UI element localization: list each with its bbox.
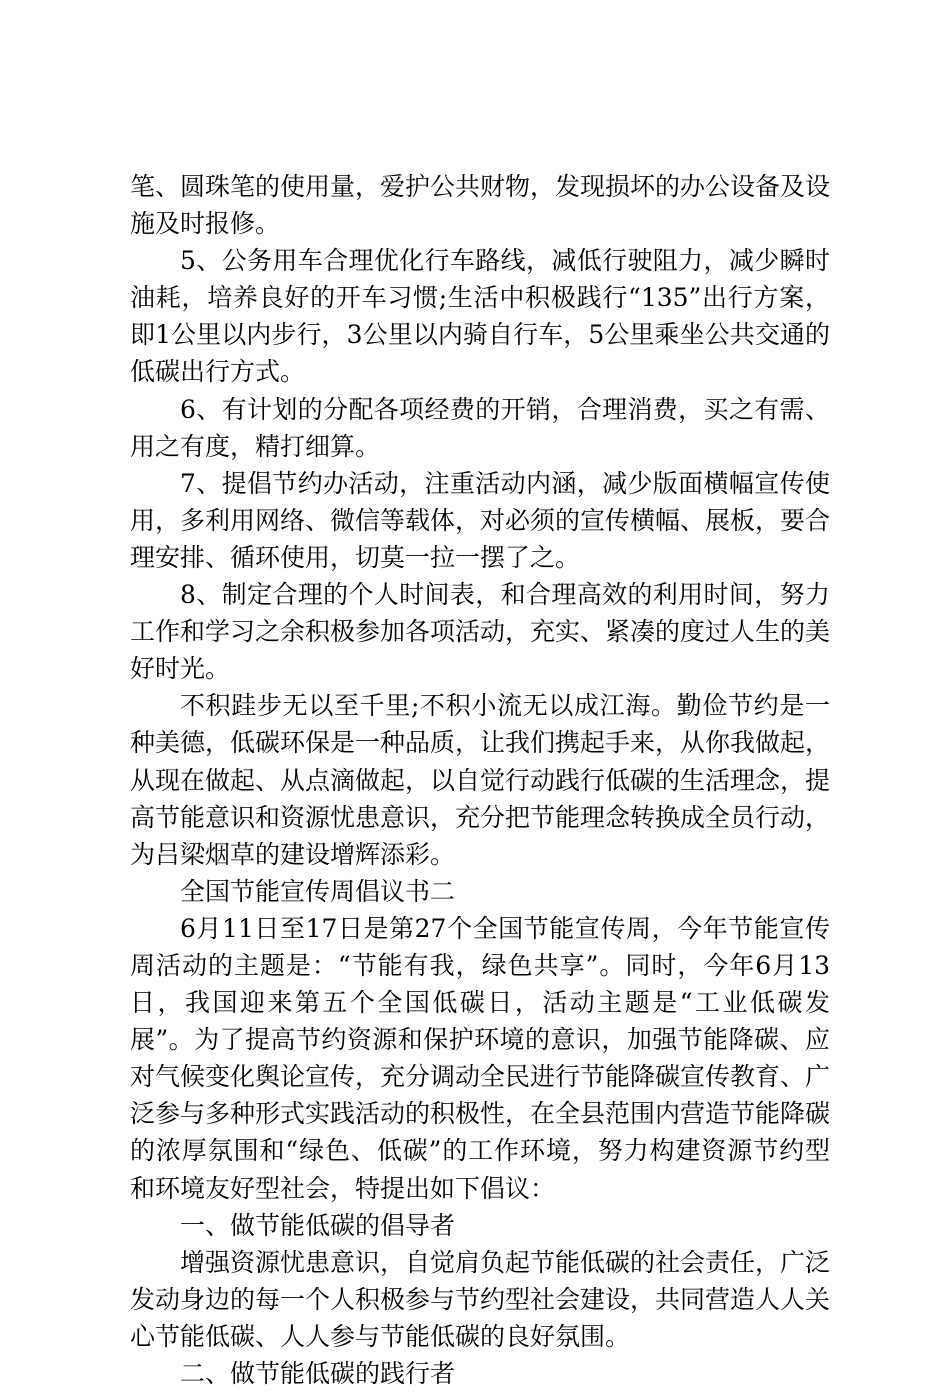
paragraph-advocate: 增强资源忧患意识，自觉肩负起节能低碳的社会责任，广泛发动身边的每一个人积极参与节约型社会建设，共同营造人人关心节能低碳、人人参与节能低碳的良好氛围。 [130, 1247, 831, 1351]
section-title: 全国节能宣传周倡议书二 [180, 876, 456, 906]
heading-practitioner: 二、做节能低碳的践行者 [180, 1359, 456, 1388]
paragraph-intro: 6月11日至17日是第27个全国节能宣传周，今年节能宣传周活动的主题是：“节能有我，绿色共享”。同时，今年6月13日，我国迎来第五个全国低碳日，活动主题是“工业低碳发展”。为了提高节约资源和保护环境的意识，加强节能降碳、应对气候变化舆论宣传，充分调动全民进行节能降碳宣传教育、广泛参与多种形式实践活动的积极性，在全县范围内营造节能降碳的浓厚氛围和“绿色、低碳”的工作环境，努力构建资源节约型和环境友好型社会，特提出如下倡议： [130, 913, 831, 1203]
heading-advocate: 一、做节能低碳的倡导者 [180, 1210, 456, 1240]
paragraph-closing: 不积跬步无以至千里;不积小流无以成江海。勤俭节约是一种美德，低碳环保是一种品质，让我们携起手来，从你我做起，从现在做起、从点滴做起，以自觉行动践行低碳的生活理念，提高节能意识和资源忧患意识，充分把节能理念转换成全员行动，为吕梁烟草的建设增辉添彩。 [130, 691, 831, 869]
paragraph-item-5: 5、公务用车合理优化行车路线，减低行驶阻力，减少瞬时油耗，培养良好的开车习惯;生活中积极践行“135”出行方案，即1公里以内步行，3公里以内骑自行车，5公里乘坐公共交通的低碳出行方式。 [130, 246, 830, 387]
paragraph-item-8: 8、制定合理的个人时间表，和合理高效的利用时间，努力工作和学习之余积极参加各项活动，充实、紧凑的度过人生的美好时光。 [130, 580, 831, 684]
paragraph-continued-item-4: 笔、圆珠笔的使用量，爱护公共财物，发现损坏的办公设备及设施及时报修。 [130, 172, 831, 239]
paragraph-item-7: 7、提倡节约办活动，注重活动内涵，减少版面横幅宣传使用，多利用网络、微信等载体，对必须的宣传横幅、展板，要合理安排、循环使用，切莫一拉一摆了之。 [130, 468, 831, 572]
paragraph-item-6: 6、有计划的分配各项经费的开销，合理消费，买之有需、用之有度，精打细算。 [130, 394, 830, 461]
document-body [130, 168, 830, 1392]
